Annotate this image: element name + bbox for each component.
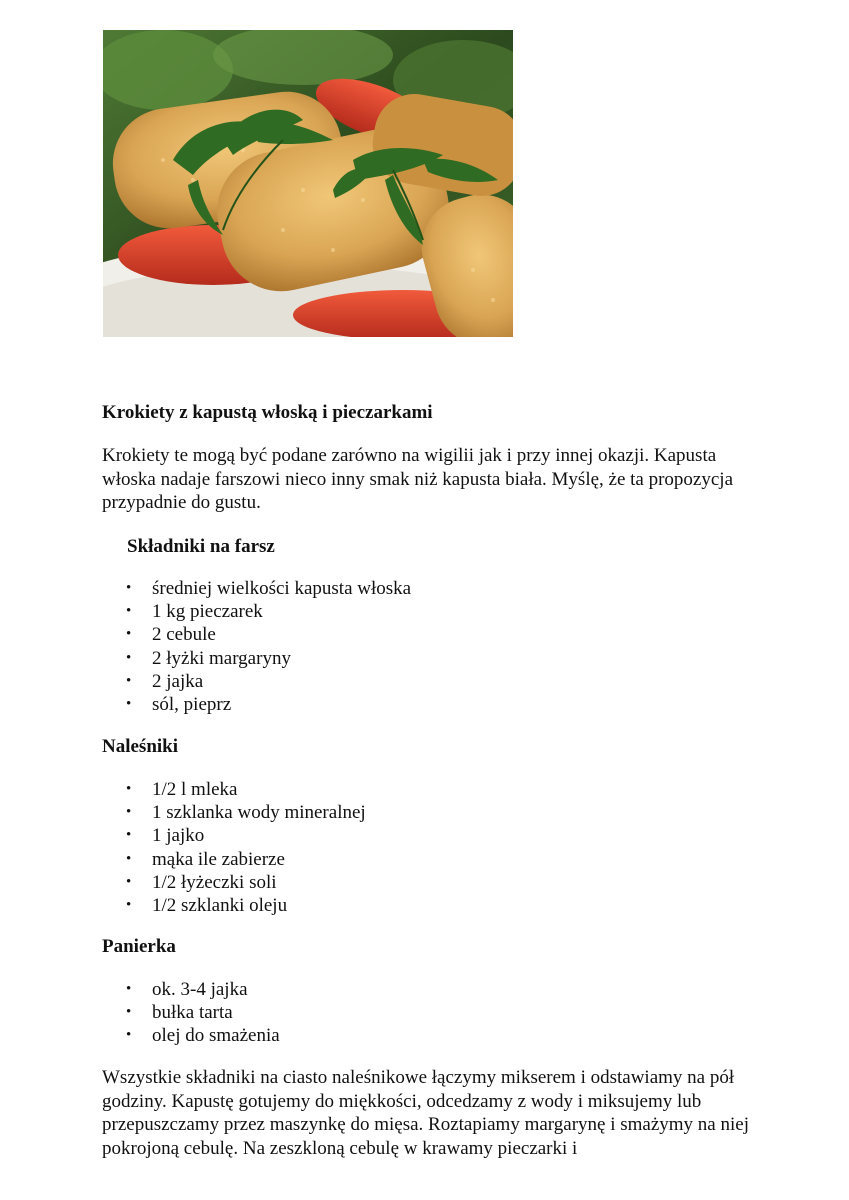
list-item: • bułka tarta (126, 1002, 233, 1024)
list-item: • 1 kg pieczarek (126, 601, 263, 623)
recipe-photo (103, 30, 513, 337)
bullet-icon: • (126, 1027, 132, 1044)
list-item: • olej do smażenia (126, 1025, 280, 1047)
bullet-icon: • (126, 649, 132, 666)
bullet-icon: • (126, 873, 132, 890)
bullet-icon: • (126, 695, 132, 712)
bullet-icon: • (126, 672, 132, 689)
list-item: • 1 jajko (126, 825, 205, 847)
bullet-icon: • (126, 896, 132, 913)
bullet-icon: • (126, 626, 132, 643)
list-item: • 1/2 łyżeczki soli (126, 871, 277, 893)
bullet-icon: • (126, 850, 132, 867)
pancake-ingredients-list (126, 778, 366, 917)
filling-ingredients-list (126, 577, 412, 716)
list-item: • 2 łyżki margaryny (126, 647, 291, 669)
bullet-icon: • (126, 580, 132, 596)
recipe-title: Krokiety z kapustą włoską i pieczarkami (102, 402, 433, 423)
list-item: • 1/2 szklanki oleju (126, 894, 288, 916)
section-heading-pancakes: Naleśniki (102, 736, 179, 757)
section-heading-breading: Panierka (102, 936, 176, 957)
list-item: • ok. 3-4 jajka (126, 979, 248, 1000)
croquettes-photo (103, 30, 513, 337)
list-item: • 2 cebule (126, 624, 216, 646)
list-item: • mąka ile zabierze (126, 848, 285, 870)
recipe-instructions: Wszystkie składniki na ciasto naleśnikowe łączymy mikserem i odstawiamy na pół godziny. Kapustę gotujemy do miękkości, odcedzamy z wody i miksujemy lub przepuszczamy przez maszynkę do mięsa. Roztapiamy margarynę i smażymy na niej pokrojoną cebulę. Na zeszkloną cebulę w krawamy pieczarki i (102, 1067, 749, 1159)
section-heading-filling: Składniki na farsz (127, 536, 275, 557)
list-item: • średniej wielkości kapusta włoska (126, 578, 412, 599)
bullet-icon: • (126, 981, 132, 997)
recipe-intro: Krokiety te mogą być podane zarówno na wigilii jak i przy innej okazji. Kapusta włoska nadaje farszowi nieco inny smak niż kapusta biała. Myślę, że ta propozycja przypadnie do gustu. (102, 445, 734, 513)
bullet-icon: • (126, 827, 132, 844)
list-item: • 1 szklanka wody mineralnej (126, 802, 366, 824)
list-item: • 2 jajka (126, 670, 204, 692)
breading-ingredients-list (126, 978, 280, 1048)
list-item: • sól, pieprz (126, 693, 232, 715)
list-item: • 1/2 l mleka (126, 779, 238, 800)
bullet-icon: • (126, 781, 132, 797)
bullet-icon: • (126, 1004, 132, 1021)
bullet-icon: • (126, 603, 132, 620)
bullet-icon: • (126, 804, 132, 821)
